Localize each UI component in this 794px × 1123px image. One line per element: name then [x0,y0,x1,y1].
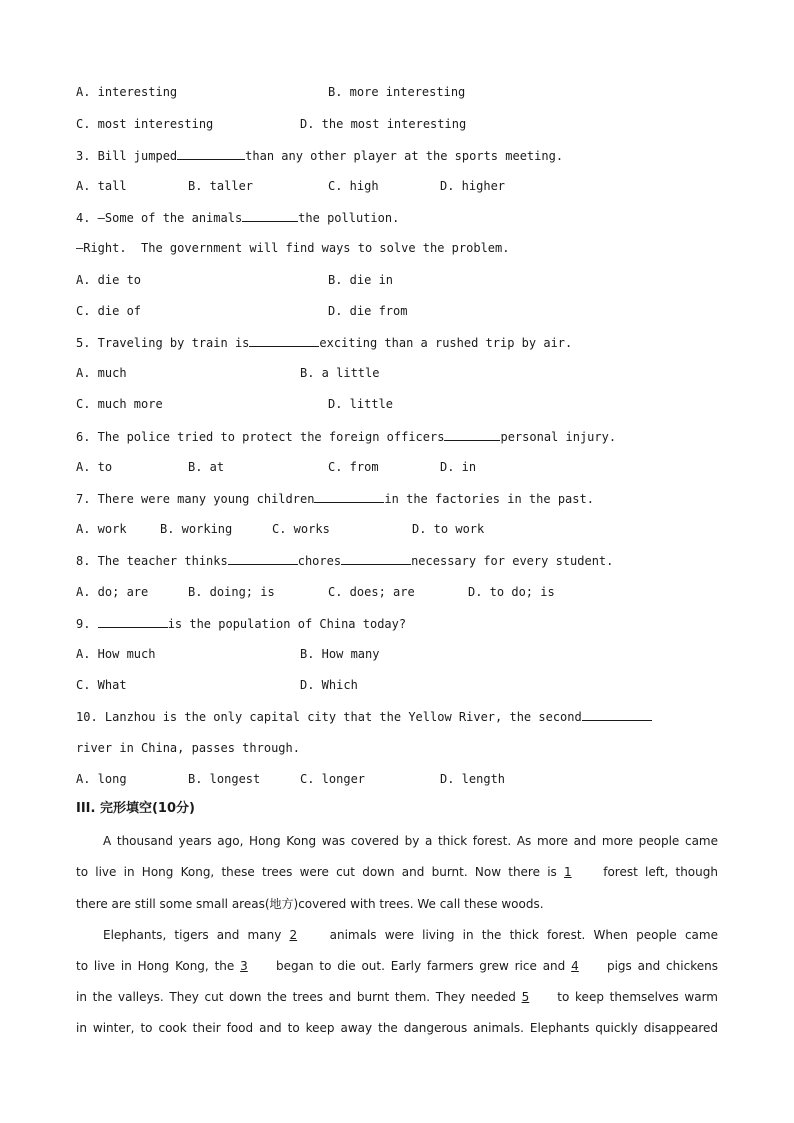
option-c: C. does; are [328,585,415,599]
option-a: A. do; are [76,585,149,599]
question-9: 9. is the population of China today? [76,617,407,631]
option-a: A. die to [76,273,142,287]
option-d: D. little [328,397,394,411]
option-a: A. long [76,772,127,786]
option-d: D. the most interesting [300,117,467,131]
question-5: 5. Traveling by train is exciting than a rushed trip by air. [76,336,573,350]
passage-line: Elephants, tigers and many 2 animals were living in the thick forest. When people came [103,928,718,942]
option-d: D. in [440,460,477,474]
option-b: B. a little [300,366,380,380]
section-title: III. 完形填空(10分) [76,801,195,816]
option-d: D. die from [328,304,408,318]
option-c: C. high [328,179,379,193]
option-a: A. How much [76,647,156,661]
answer-blank [444,428,500,441]
cloze-blank: 3 [240,959,248,973]
cloze-blank: 2 [289,928,298,942]
question-10: 10. Lanzhou is the only capital city that the Yellow River, the second [76,708,652,725]
option-c: C. What [76,678,127,692]
option-b: B. longest [188,772,261,786]
answer-blank [228,552,298,565]
option-c: C. die of [76,304,142,318]
option-c: C. from [328,460,379,474]
answer-blank [341,552,411,565]
question-7: 7. There were many young children in the factories in the past. [76,492,594,506]
question-8: 8. The teacher thinks chores necessary for every student. [76,554,614,568]
option-b: B. die in [328,273,394,287]
option-a: A. tall [76,179,127,193]
passage-line: A thousand years ago, Hong Kong was covered by a thick forest. As more and more people came [103,834,718,848]
option-b: B. at [188,460,225,474]
passage-line: there are still some small areas(地方)covered with trees. We call these woods. [76,897,544,911]
option-c: C. most interesting [76,117,214,131]
option-c: C. much more [76,397,163,411]
option-a: A. to [76,460,113,474]
option-a: A. interesting [76,85,178,99]
passage-line: to live in Hong Kong, these trees were cut down and burnt. Now there is 1 forest left, though [76,865,718,879]
answer-blank [98,615,168,628]
answer-blank [314,490,384,503]
option-c: C. works [272,522,330,536]
answer-blank [177,147,245,160]
question-3: 3. Bill jumped than any other player at the sports meeting. [76,149,564,163]
option-b: B. working [160,522,233,536]
passage-line: in winter, to cook their food and to keep away the dangerous animals. Elephants quickly disappeared [76,1021,718,1035]
cloze-blank: 5 [521,990,530,1004]
option-c: C. longer [300,772,366,786]
option-d: D. to do; is [468,585,555,599]
question-4-reply: —Right. The government will find ways to solve the problem. [76,241,510,255]
passage-line: in the valleys. They cut down the trees and burnt them. They needed 5 to keep themselves warm [76,990,719,1004]
option-d: D. higher [440,179,506,193]
passage-line: to live in Hong Kong, the 3 began to die out. Early farmers grew rice and 4 pigs and chickens [76,959,718,973]
question-4: 4. —Some of the animals the pollution. [76,211,400,225]
option-b: B. taller [188,179,254,193]
option-d: D. to work [412,522,485,536]
question-10-line2: river in China, passes through. [76,741,300,755]
option-b: B. doing; is [188,585,275,599]
option-b: B. How many [300,647,380,661]
answer-blank [242,209,298,222]
cloze-blank: 4 [571,959,579,973]
answer-blank [582,708,652,721]
option-a: A. work [76,522,127,536]
option-d: D. length [440,772,506,786]
question-6: 6. The police tried to protect the foreign officers personal injury. [76,430,617,444]
cloze-blank: 1 [564,865,572,879]
answer-blank [249,334,319,347]
option-d: D. Which [300,678,358,692]
option-b: B. more interesting [328,85,466,99]
option-a: A. much [76,366,127,380]
